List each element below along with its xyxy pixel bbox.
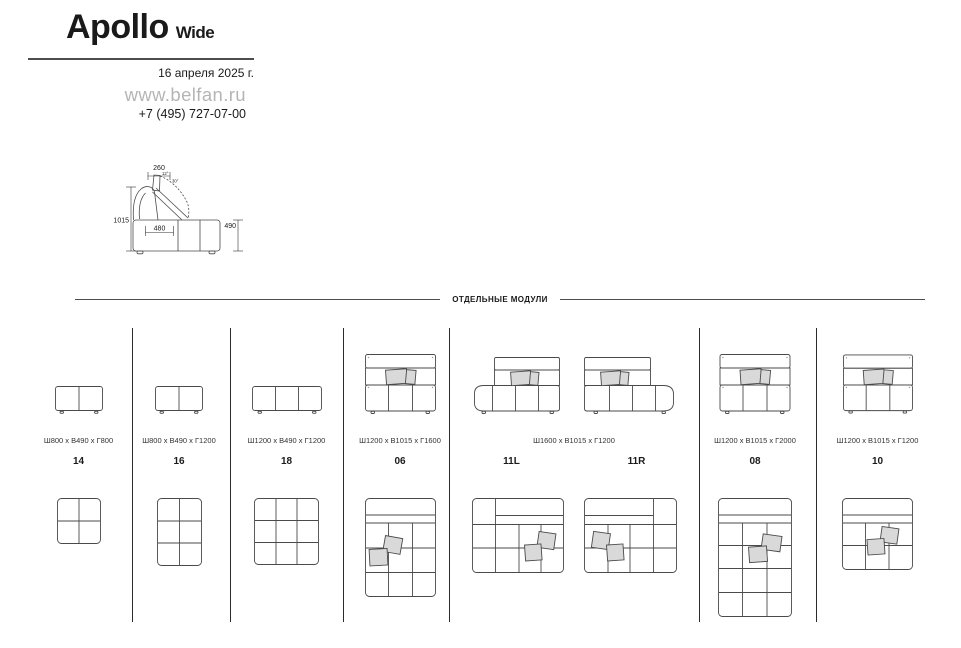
module-16-plan-view — [132, 498, 226, 566]
module-column-06 — [347, 350, 453, 622]
website-text: www.belfan.ru — [124, 84, 246, 105]
module-number: 08 — [749, 456, 761, 467]
module-10-front-view — [816, 350, 939, 414]
module-dimensions: Ш800 x В490 x Г1200 — [142, 436, 216, 445]
divider-line-left — [75, 299, 440, 300]
sofa-side-view-drawing — [110, 156, 255, 263]
module-11R-front-view — [584, 357, 674, 414]
module-11R-plan-view — [584, 498, 677, 573]
module-06-front-view — [347, 350, 453, 414]
module-14-front-view — [25, 350, 132, 414]
phone-number: +7 (495) 727-07-00 — [138, 107, 246, 121]
module-dimensions: Ш1200 x В1015 x Г1200 — [836, 436, 919, 445]
dim-seat-height-label: 490 — [224, 223, 236, 230]
module-11-front-views — [449, 350, 699, 414]
module-11L-plan-view — [472, 498, 564, 573]
module-11L-front-view — [474, 357, 560, 414]
module-number-right: 11R — [627, 456, 646, 467]
module-column-08 — [699, 350, 811, 622]
module-dimensions: Ш1200 x В1015 x Г2000 — [714, 436, 796, 445]
module-18-plan-view — [230, 498, 343, 565]
module-column-16 — [132, 350, 226, 622]
section-divider — [75, 292, 925, 306]
module-16-front-view — [132, 350, 226, 414]
module-numbers — [449, 456, 699, 467]
module-08-plan-view — [699, 498, 811, 617]
module-number-left: 11L — [503, 456, 520, 467]
document-date: 16 апреля 2025 г. — [158, 66, 254, 80]
module-dimensions: Ш800 x В490 x Г800 — [43, 436, 114, 445]
module-10-plan-view — [816, 498, 939, 570]
module-dimensions: Ш1200 x В1015 x Г1600 — [359, 436, 441, 445]
section-title: ОТДЕЛЬНЫЕ МОДУЛИ — [452, 294, 548, 304]
module-column-14 — [25, 350, 132, 622]
module-number: 10 — [871, 456, 884, 467]
product-variant: Wide — [175, 23, 215, 42]
module-08-front-view — [699, 350, 811, 414]
dim-total-height-label: 1015 — [113, 217, 129, 225]
module-number: 18 — [280, 456, 293, 467]
module-06-plan-view — [347, 498, 453, 597]
angle-recline-label: 30° — [172, 178, 179, 184]
module-number: 14 — [72, 456, 85, 467]
module-18-front-view — [230, 350, 343, 414]
page-title — [66, 8, 214, 47]
product-name: Apollo — [66, 8, 169, 46]
module-11-plan-views — [449, 498, 699, 573]
module-column-11 — [449, 350, 699, 622]
title-divider — [28, 58, 254, 60]
column-rule — [343, 328, 344, 622]
angle-headrest-label: 12° — [162, 171, 169, 176]
dim-back-width-label: 260 — [153, 165, 165, 172]
divider-line-right — [560, 299, 925, 300]
dim-seat-depth-label: 480 — [153, 225, 166, 233]
module-column-10 — [816, 350, 939, 622]
module-column-18 — [230, 350, 343, 622]
module-dimensions: Ш1600 x В1015 x Г1200 — [533, 436, 615, 445]
module-14-plan-view — [25, 498, 132, 544]
module-number: 06 — [394, 456, 406, 467]
module-number: 16 — [173, 456, 185, 467]
module-dimensions: Ш1200 x В490 x Г1200 — [247, 436, 326, 445]
